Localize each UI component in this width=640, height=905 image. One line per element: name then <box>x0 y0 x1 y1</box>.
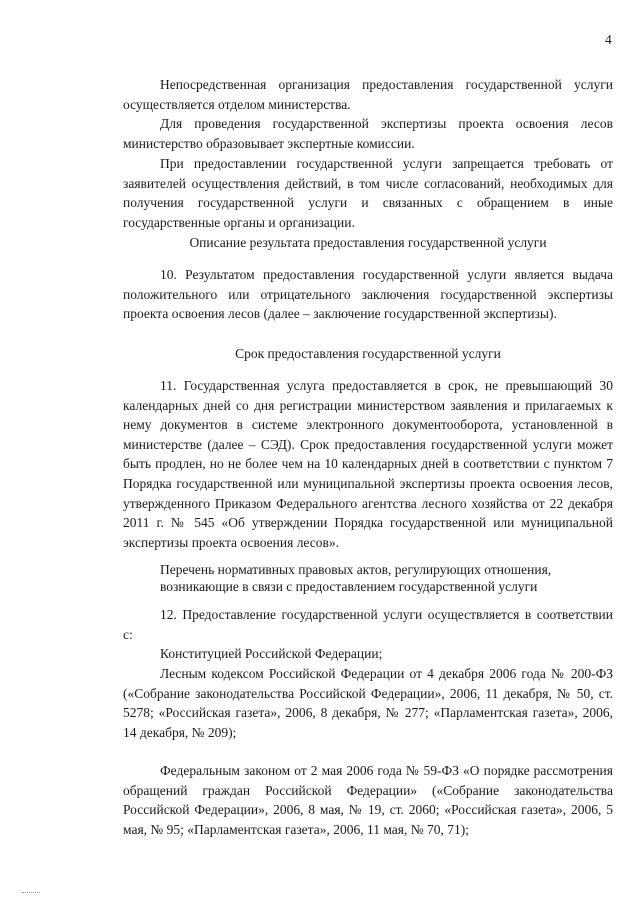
heading-result-description: Описание результата предоставления государственной услуги <box>189 235 547 250</box>
document-page <box>123 0 613 905</box>
paragraph-item-11: 11. Государственная услуга предоставляется в срок, не превышающий 30 календарных дней со дня регистрации министерством заявления и прилагаемых к нему документов в системе электронного документооборота, установленной в министерстве (далее – СЭД). Срок предоставления государственной услуги может быть продлен, но не более чем на 10 календарных дней в соответствии с пунктом 7 Порядка государственной или муниципальной экспертизы проекта освоения лесов, утвержденного Приказом Федерального агентства лесного хозяйства от 22 декабря 2011 г. № 545 «Об утверждении Порядка государственной или муниципальной экспертизы проекта освоения лесов». <box>123 378 613 550</box>
heading-legal-acts-line-1: Перечень нормативных правовых актов, регулирующих отношения, <box>160 562 552 577</box>
paragraph-expert-commissions: Для проведения государственной экспертизы проекта освоения лесов министерство образовывает экспертные комиссии. <box>123 116 613 151</box>
page-number: 4 <box>605 32 612 47</box>
paragraph-item-10: 10. Результатом предоставления государственной услуги является выдача положительного или отрицательного заключения государственной экспертизы проекта освоения лесов (далее – заключение государственной экспертизы). <box>123 267 613 322</box>
heading-legal-acts-line-2: возникающие в связи с предоставлением государственной услуги <box>160 579 538 594</box>
paragraph-forest-code: Лесным кодексом Российской Федерации от 4 декабря 2006 года № 200-ФЗ («Собрание законодательства Российской Федерации», 2006, 11 декабря, № 50, ст. 5278; «Российская газета», 2006, 8 декабря, № 277; «Парламентская газета», 2006, 14 декабря, № 209); <box>123 666 613 740</box>
scan-artifact <box>22 892 40 894</box>
paragraph-constitution: Конституцией Российской Федерации; <box>160 646 383 661</box>
paragraph-item-12: 12. Предоставление государственной услуги осуществляется в соответствии с: <box>123 607 613 642</box>
heading-service-term: Срок предоставления государственной услуги <box>235 346 501 361</box>
paragraph-organization: Непосредственная организация предоставления государственной услуги осуществляется отделом министерства. <box>123 77 613 112</box>
paragraph-federal-law-59: Федеральным законом от 2 мая 2006 года № 59-ФЗ «О порядке рассмотрения обращений граждан Российской Федерации» («Собрание законодательства Российской Федерации», 2006, 8 мая, № 19, ст. 2060; «Российская газета», 2006, 5 мая, № 95; «Парламентская газета», 2006, 11 мая, № 70, 71); <box>123 763 613 837</box>
paragraph-prohibition: При предоставлении государственной услуги запрещается требовать от заявителей осуществления действий, в том числе согласований, необходимых для получения государственной услуги и связанных с обращением в иные государственные органы и организации. <box>123 156 613 230</box>
